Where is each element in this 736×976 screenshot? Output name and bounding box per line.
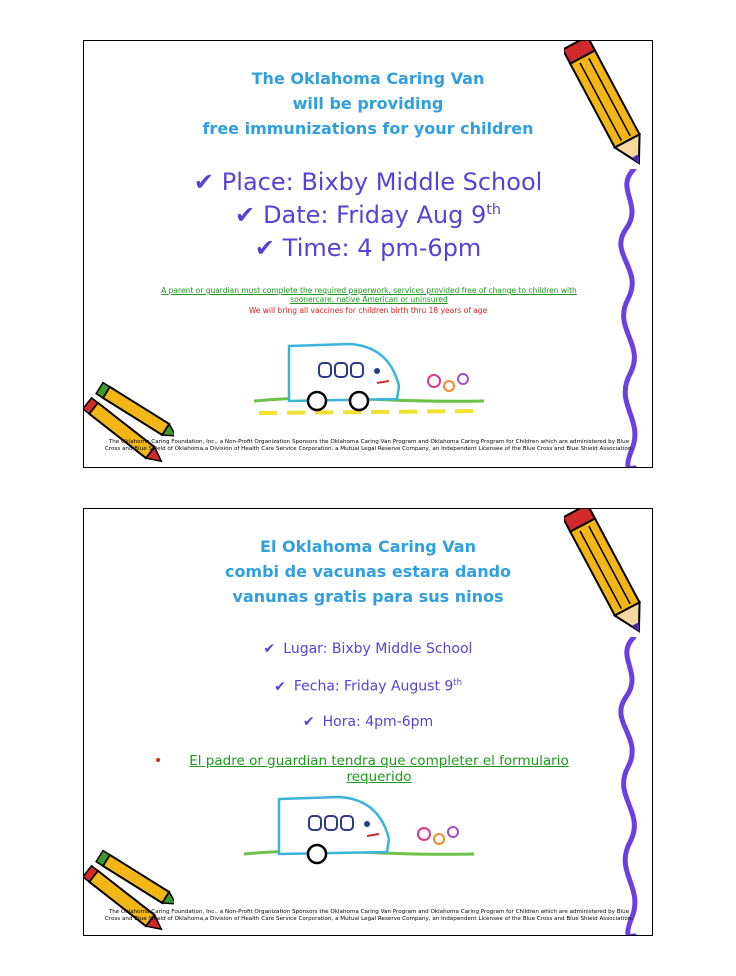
vaccine-note: We will bring all vaccines for children birth thru 18 years of age [248, 306, 488, 315]
slide-spanish [83, 508, 653, 936]
title-line-2: will be providing [292, 94, 444, 113]
bullet-hora: ✔ Hora: 4pm-6pm [302, 714, 434, 730]
sponsor-footer: The Oklahoma Caring Foundation, Inc., a Non-Profit Organization Sponsors the Oklahoma Caring Van Program and Oklahoma Caring Program for Children which are administered by Blue Cross and Blue Shield of Oklahoma,a Division of Health Care Service Corporation, a Mutual Legal Reserve Company, an Independent Licensee of the Blue Cross and Blue Shield Association. [104, 439, 634, 452]
title-line-3: free immunizations for your children [202, 119, 534, 138]
check-icon: ✔ [263, 641, 276, 657]
bullet-lugar: ✔ Lugar: Bixby Middle School [263, 641, 473, 657]
bullet-place: ✔ Place: Bixby Middle School [193, 168, 543, 196]
check-icon: ✔ [234, 201, 256, 229]
bullet-fecha: ✔ Fecha: Friday August 9th [274, 677, 462, 695]
bullet-time: ✔ Time: 4 pm-6pm [254, 234, 482, 262]
paperwork-note: A parent or guardian must complete the required paperwork, services provided free of change to children with soonercare, native American or uninsured [161, 286, 577, 304]
slide-english [83, 40, 653, 468]
paperwork-note: El padre or guardian tendra que completer el formulario requerido [189, 753, 569, 785]
title-line-1: El Oklahoma Caring Van [260, 537, 476, 556]
bullet-dot: • [154, 753, 163, 769]
title-line-2: combi de vacunas estara dando [224, 562, 512, 581]
check-icon: ✔ [274, 678, 286, 695]
bullet-date: ✔ Date: Friday Aug 9th [234, 201, 502, 229]
check-icon: ✔ [302, 714, 315, 730]
sponsor-footer: The Oklahoma Caring Foundation, Inc., a Non-Profit Organization Sponsors the Oklahoma Caring Van Program and Oklahoma Caring Program for Children which are administered by Blue Cross and Blue Shield of Oklahoma,a Division of Health Care Service Corporation, a Mutual Legal Reserve Company, an Independent Licensee of the Blue Cross and Blue Shield Association. [104, 909, 634, 922]
check-icon: ✔ [193, 168, 214, 196]
van-drawing-icon [249, 341, 489, 421]
van-drawing-icon [239, 794, 479, 874]
check-icon: ✔ [254, 234, 275, 262]
title-line-3: vanunas gratis para sus ninos [232, 587, 504, 606]
crayons-icon [84, 381, 174, 468]
title-line-1: The Oklahoma Caring Van [251, 69, 485, 88]
